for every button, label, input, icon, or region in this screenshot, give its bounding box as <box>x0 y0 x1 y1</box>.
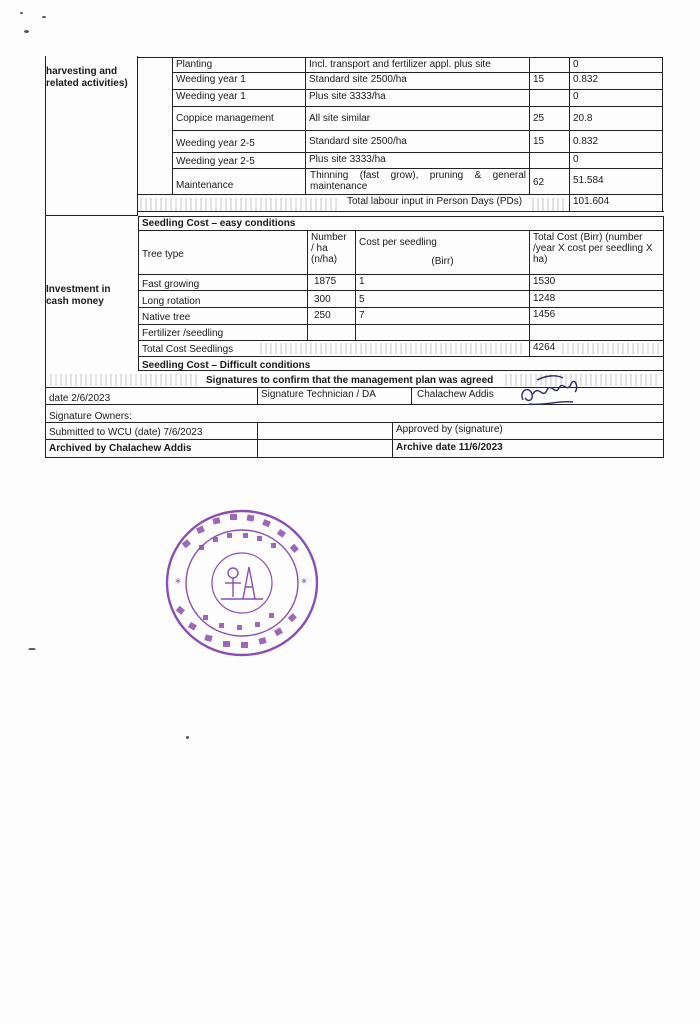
labour-total-value: 101.604 <box>569 194 663 212</box>
svg-text:*: * <box>301 576 307 590</box>
labour-days: 62 <box>529 168 570 195</box>
labour-days: 15 <box>529 130 570 153</box>
col-cost <box>355 230 530 275</box>
labour-description: Plus site 3333/ha <box>305 152 530 169</box>
seedling-number: 250 <box>307 307 356 325</box>
scan-speck <box>28 648 36 650</box>
seedling-total-value: 4264 <box>529 340 664 357</box>
col-number: Number / ha (n/ha) <box>307 230 356 275</box>
col-tree-type: Tree type <box>138 230 308 275</box>
labour-description: Plus site 3333/ha <box>305 89 530 107</box>
row-rule <box>137 211 664 212</box>
labour-value: 0 <box>569 152 663 169</box>
blank-subcolumn <box>137 57 173 195</box>
signatures-header: Signatures to confirm that the management plan was agreed <box>203 370 664 388</box>
official-stamp <box>163 507 321 659</box>
labour-total-label: Total labour input in Person Days (PDs) <box>347 196 523 207</box>
seedling-total: 1456 <box>529 307 664 325</box>
section-divider <box>45 215 138 216</box>
seedling-cost: 1 <box>355 274 530 291</box>
technician-label: Signature Technician / DA <box>257 387 412 405</box>
labour-description: Thinning (fast grow), pruning & general maintenance <box>305 168 530 195</box>
labour-description: Standard site 2500/ha <box>305 130 530 153</box>
labour-days: 15 <box>529 72 570 90</box>
blank-cell <box>257 422 393 440</box>
col-cost-label: Cost per seedling <box>359 237 437 248</box>
labour-activity: Weeding year 2-5 <box>172 130 306 153</box>
labour-description: Standard site 2500/ha <box>305 72 530 90</box>
seedling-total <box>529 324 664 341</box>
seedling-number <box>307 324 356 341</box>
labour-value: 0.832 <box>569 130 663 153</box>
labour-days <box>529 57 570 73</box>
submitted-date: Submitted to WCU (date) 7/6/2023 <box>45 422 258 440</box>
labour-description: Incl. transport and fertilizer appl. plus site <box>305 57 530 73</box>
labour-value: 0.832 <box>569 72 663 90</box>
shaded-area <box>140 198 340 212</box>
scan-speck <box>42 16 46 18</box>
seedling-cost <box>355 324 530 341</box>
labour-description: All site similar <box>305 106 530 131</box>
archived-by: Archived by Chalachew Addis <box>45 439 258 458</box>
col-cost-unit: (Birr) <box>431 256 454 267</box>
seedling-tree: Native tree <box>138 307 308 325</box>
approved-by: Approved by (signature) <box>392 422 664 440</box>
labour-days: 25 <box>529 106 570 131</box>
seedling-cost: 7 <box>355 307 530 325</box>
shaded-area <box>562 343 660 354</box>
labour-activity: Weeding year 1 <box>172 89 306 107</box>
seedling-tree: Fast growing <box>138 274 308 291</box>
signature-date: date 2/6/2023 <box>45 387 258 405</box>
labour-activity: Coppice management <box>172 106 306 131</box>
labour-activity: Weeding year 1 <box>172 72 306 90</box>
seedling-total: 1530 <box>529 274 664 291</box>
labour-activity: Maintenance <box>172 168 306 195</box>
archive-date: Archive date 11/6/2023 <box>392 439 664 458</box>
scan-speck <box>24 30 29 33</box>
col-total: Total Cost (Birr) (number /year X cost per seedling X ha) <box>529 230 664 275</box>
labour-value: 0 <box>569 89 663 107</box>
seedling-tree: Long rotation <box>138 290 308 308</box>
seedling-total-label: Total Cost Seedlings <box>138 340 530 357</box>
seedling-easy-title: Seedling Cost – easy conditions <box>138 216 664 231</box>
signature-owners: Signature Owners: <box>45 404 664 423</box>
handwritten-signature <box>515 370 585 410</box>
seedling-tree: Fertilizer /seedling <box>138 324 308 341</box>
seedling-total: 1248 <box>529 290 664 308</box>
scan-speck <box>20 12 23 14</box>
labour-value: 51.584 <box>569 168 663 195</box>
shaded-area <box>50 374 200 386</box>
seedling-number: 300 <box>307 290 356 308</box>
shaded-area <box>260 343 522 354</box>
labour-activity: Planting <box>172 57 306 73</box>
section-harvesting: harvesting and related activities) <box>46 66 128 89</box>
seedling-number: 1875 <box>307 274 356 291</box>
shaded-area <box>532 198 566 211</box>
labour-days <box>529 152 570 169</box>
seedling-difficult-title: Seedling Cost – Difficult conditions <box>138 356 664 371</box>
labour-value: 20.8 <box>569 106 663 131</box>
svg-text:*: * <box>175 576 181 590</box>
labour-days <box>529 89 570 107</box>
scan-speck <box>186 736 189 739</box>
section-investment: Investment in cash money <box>46 284 111 307</box>
blank-cell <box>257 439 393 458</box>
labour-value: 0 <box>569 57 663 73</box>
technician-name: Chalachew Addis <box>411 387 664 405</box>
labour-activity: Weeding year 2-5 <box>172 152 306 169</box>
seedling-cost: 5 <box>355 290 530 308</box>
